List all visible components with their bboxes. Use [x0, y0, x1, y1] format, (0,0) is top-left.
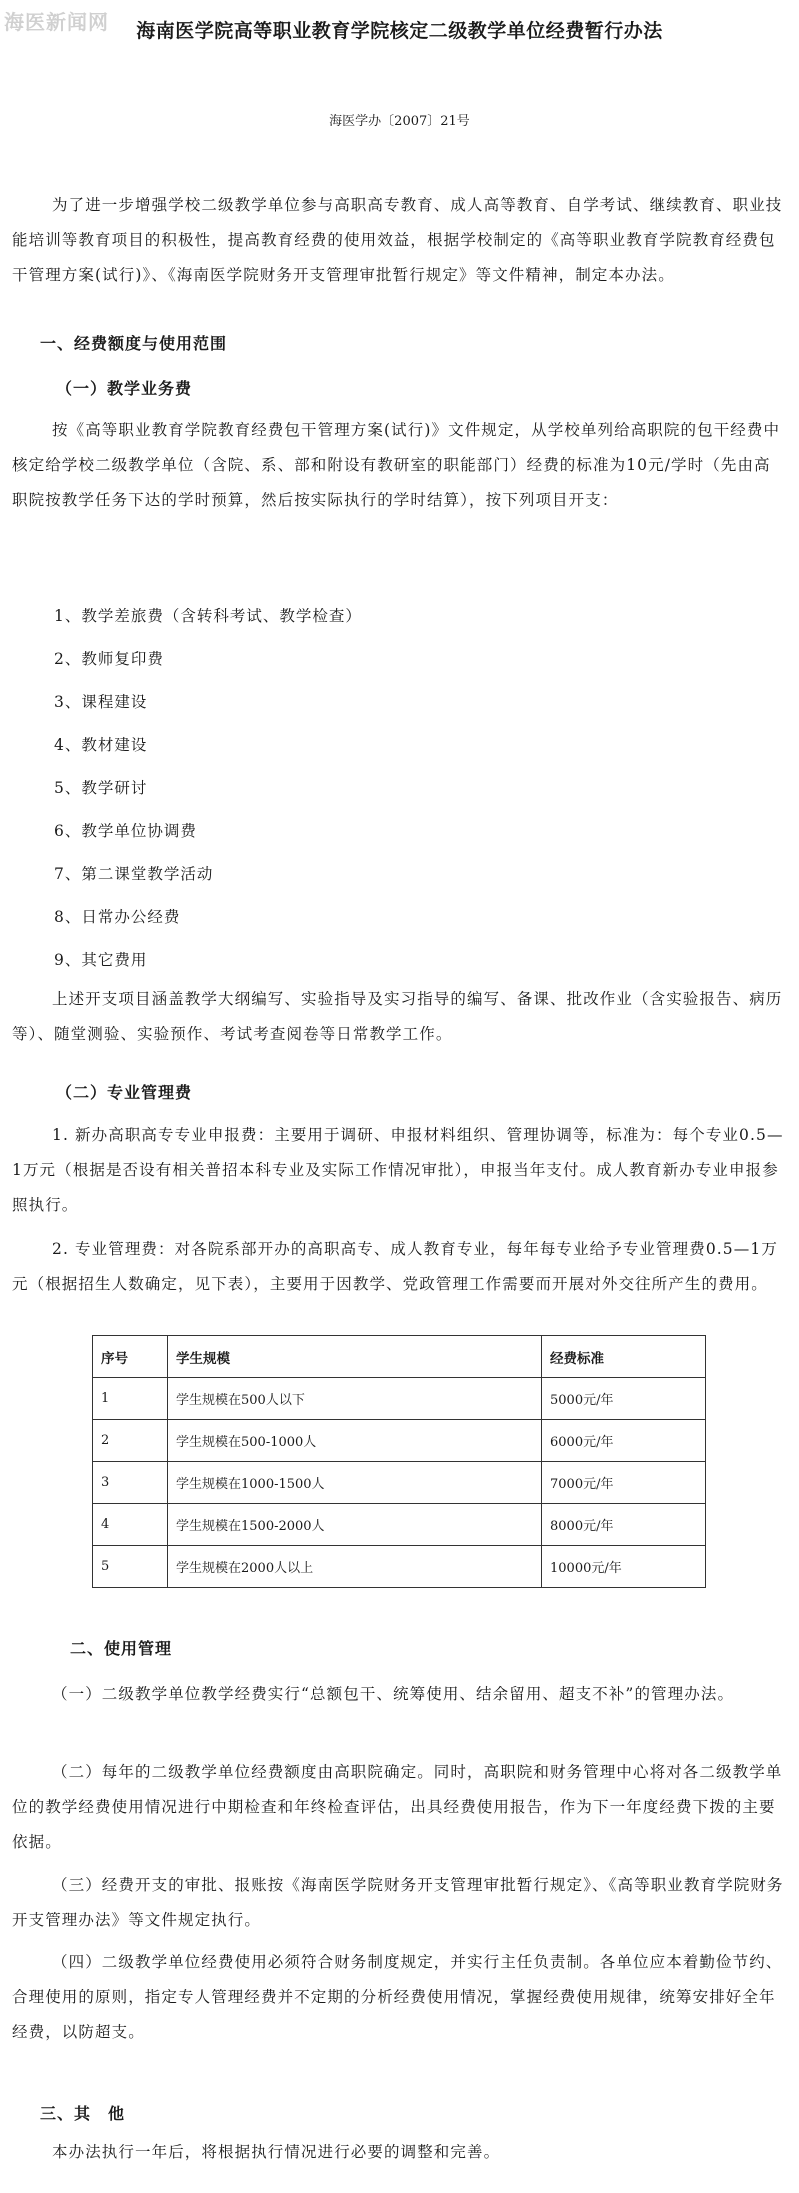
section1-heading: 一、经费额度与使用范围 [40, 334, 228, 353]
section3-heading: 三、其 他 [40, 2104, 126, 2123]
cell-standard: 6000元/年 [542, 1420, 706, 1462]
table-header-row [93, 1336, 706, 1378]
sub1-body: 按《高等职业教育学院教育经费包干管理方案(试行)》文件规定，从学校单列给高职院的包干经费中核定给学校二级教学单位（含院、系、部和附设有教研室的职能部门）经费的标准为10元/学时（先由高职院按教学任务下达的学时预算，然后按实际执行的学时结算），按下列项目开支： [12, 421, 781, 509]
cell-scale: 学生规模在2000人以上 [168, 1546, 542, 1588]
section1-sub1-heading: （一）教学业务费 [56, 379, 193, 398]
table-row [93, 1504, 706, 1546]
list-item: 4、教材建设 [54, 736, 148, 754]
intro-paragraph: 为了进一步增强学校二级教学单位参与高职高专教育、成人高等教育、自学考试、继续教育、职业技能培训等教育项目的积极性，提高教育经费的使用效益，根据学校制定的《高等职业教育学院教育经费包干管理方案(试行)》、《海南医学院财务开支管理审批暂行规定》等文件精神，制定本办法。 [12, 196, 783, 284]
header-scale: 学生规模 [168, 1336, 542, 1378]
section2-paragraph-2: （二）每年的二级教学单位经费额度由高职院确定。同时，高职院和财务管理中心将对各二级教学单位的教学经费使用情况进行中期检查和年终检查评估，出具经费使用报告，作为下一年度经费下拨的主要依据。 [12, 1763, 783, 1851]
list-item: 9、其它费用 [54, 951, 148, 969]
sub2-paragraph-1: 1. 新办高职高专专业申报费：主要用于调研、申报材料组织、管理协调等，标准为：每个专业0.5—1万元（根据是否设有相关普招本科专业及实际工作情况审批），申报当年支付。成人教育新办专业申报参照执行。 [12, 1126, 784, 1214]
cell-standard: 5000元/年 [542, 1378, 706, 1420]
watermark: 海医新闻网 [4, 10, 109, 34]
list-item: 1、教学差旅费（含转科考试、教学检查） [54, 607, 362, 625]
list-item: 8、日常办公经费 [54, 908, 181, 926]
table-row [93, 1546, 706, 1588]
list-item: 2、教师复印费 [54, 650, 164, 668]
cell-scale: 学生规模在1500-2000人 [168, 1504, 542, 1546]
cell-index: 5 [93, 1546, 168, 1588]
fee-standard-table [92, 1335, 706, 1588]
cell-scale: 学生规模在1000-1500人 [168, 1462, 542, 1504]
section3-paragraph-1: 本办法执行一年后，将根据执行情况进行必要的调整和完善。 [52, 2143, 501, 2161]
sub2-paragraph-2: 2. 专业管理费：对各院系部开办的高职高专、成人教育专业，每年每专业给予专业管理费0.5—1万元（根据招生人数确定，见下表），主要用于因教学、党政管理工作需要而开展对外交往所产生的费用。 [12, 1240, 778, 1293]
cell-index: 2 [93, 1420, 168, 1462]
cell-standard: 7000元/年 [542, 1462, 706, 1504]
cell-scale: 学生规模在500人以下 [168, 1378, 542, 1420]
sub1-closing: 上述开支项目涵盖教学大纲编写、实验指导及实习指导的编写、备课、批改作业（含实验报告、病历等）、随堂测验、实验预作、考试考查阅卷等日常教学工作。 [12, 990, 783, 1043]
section1-sub2-heading: （二）专业管理费 [56, 1083, 193, 1102]
cell-standard: 10000元/年 [542, 1546, 706, 1588]
document-number: 海医学办〔2007〕21号 [329, 114, 470, 129]
table-row [93, 1378, 706, 1420]
document-title: 海南医学院高等职业教育学院核定二级教学单位经费暂行办法 [136, 20, 663, 42]
list-item: 5、教学研讨 [54, 779, 148, 797]
cell-index: 3 [93, 1462, 168, 1504]
cell-index: 1 [93, 1378, 168, 1420]
section2-paragraph-1: （一）二级教学单位教学经费实行“总额包干、统筹使用、结余留用、超支不补”的管理办法。 [52, 1685, 735, 1703]
table-row [93, 1420, 706, 1462]
list-item: 6、教学单位协调费 [54, 822, 197, 840]
section2-paragraph-4: （四）二级教学单位经费使用必须符合财务制度规定，并实行主任负责制。各单位应本着勤俭节约、合理使用的原则，指定专人管理经费并不定期的分析经费使用情况，掌握经费使用规律，统筹安排好全年经费，以防超支。 [12, 1953, 783, 2041]
section2-paragraph-3: （三）经费开支的审批、报账按《海南医学院财务开支管理审批暂行规定》、《高等职业教育学院财务开支管理办法》等文件规定执行。 [12, 1876, 784, 1929]
header-standard: 经费标准 [542, 1336, 706, 1378]
list-item: 7、第二课堂教学活动 [54, 865, 214, 883]
cell-index: 4 [93, 1504, 168, 1546]
list-item: 3、课程建设 [54, 693, 148, 711]
section2-heading: 二、使用管理 [70, 1639, 173, 1658]
cell-standard: 8000元/年 [542, 1504, 706, 1546]
table-row [93, 1462, 706, 1504]
cell-scale: 学生规模在500-1000人 [168, 1420, 542, 1462]
header-index: 序号 [93, 1336, 168, 1378]
